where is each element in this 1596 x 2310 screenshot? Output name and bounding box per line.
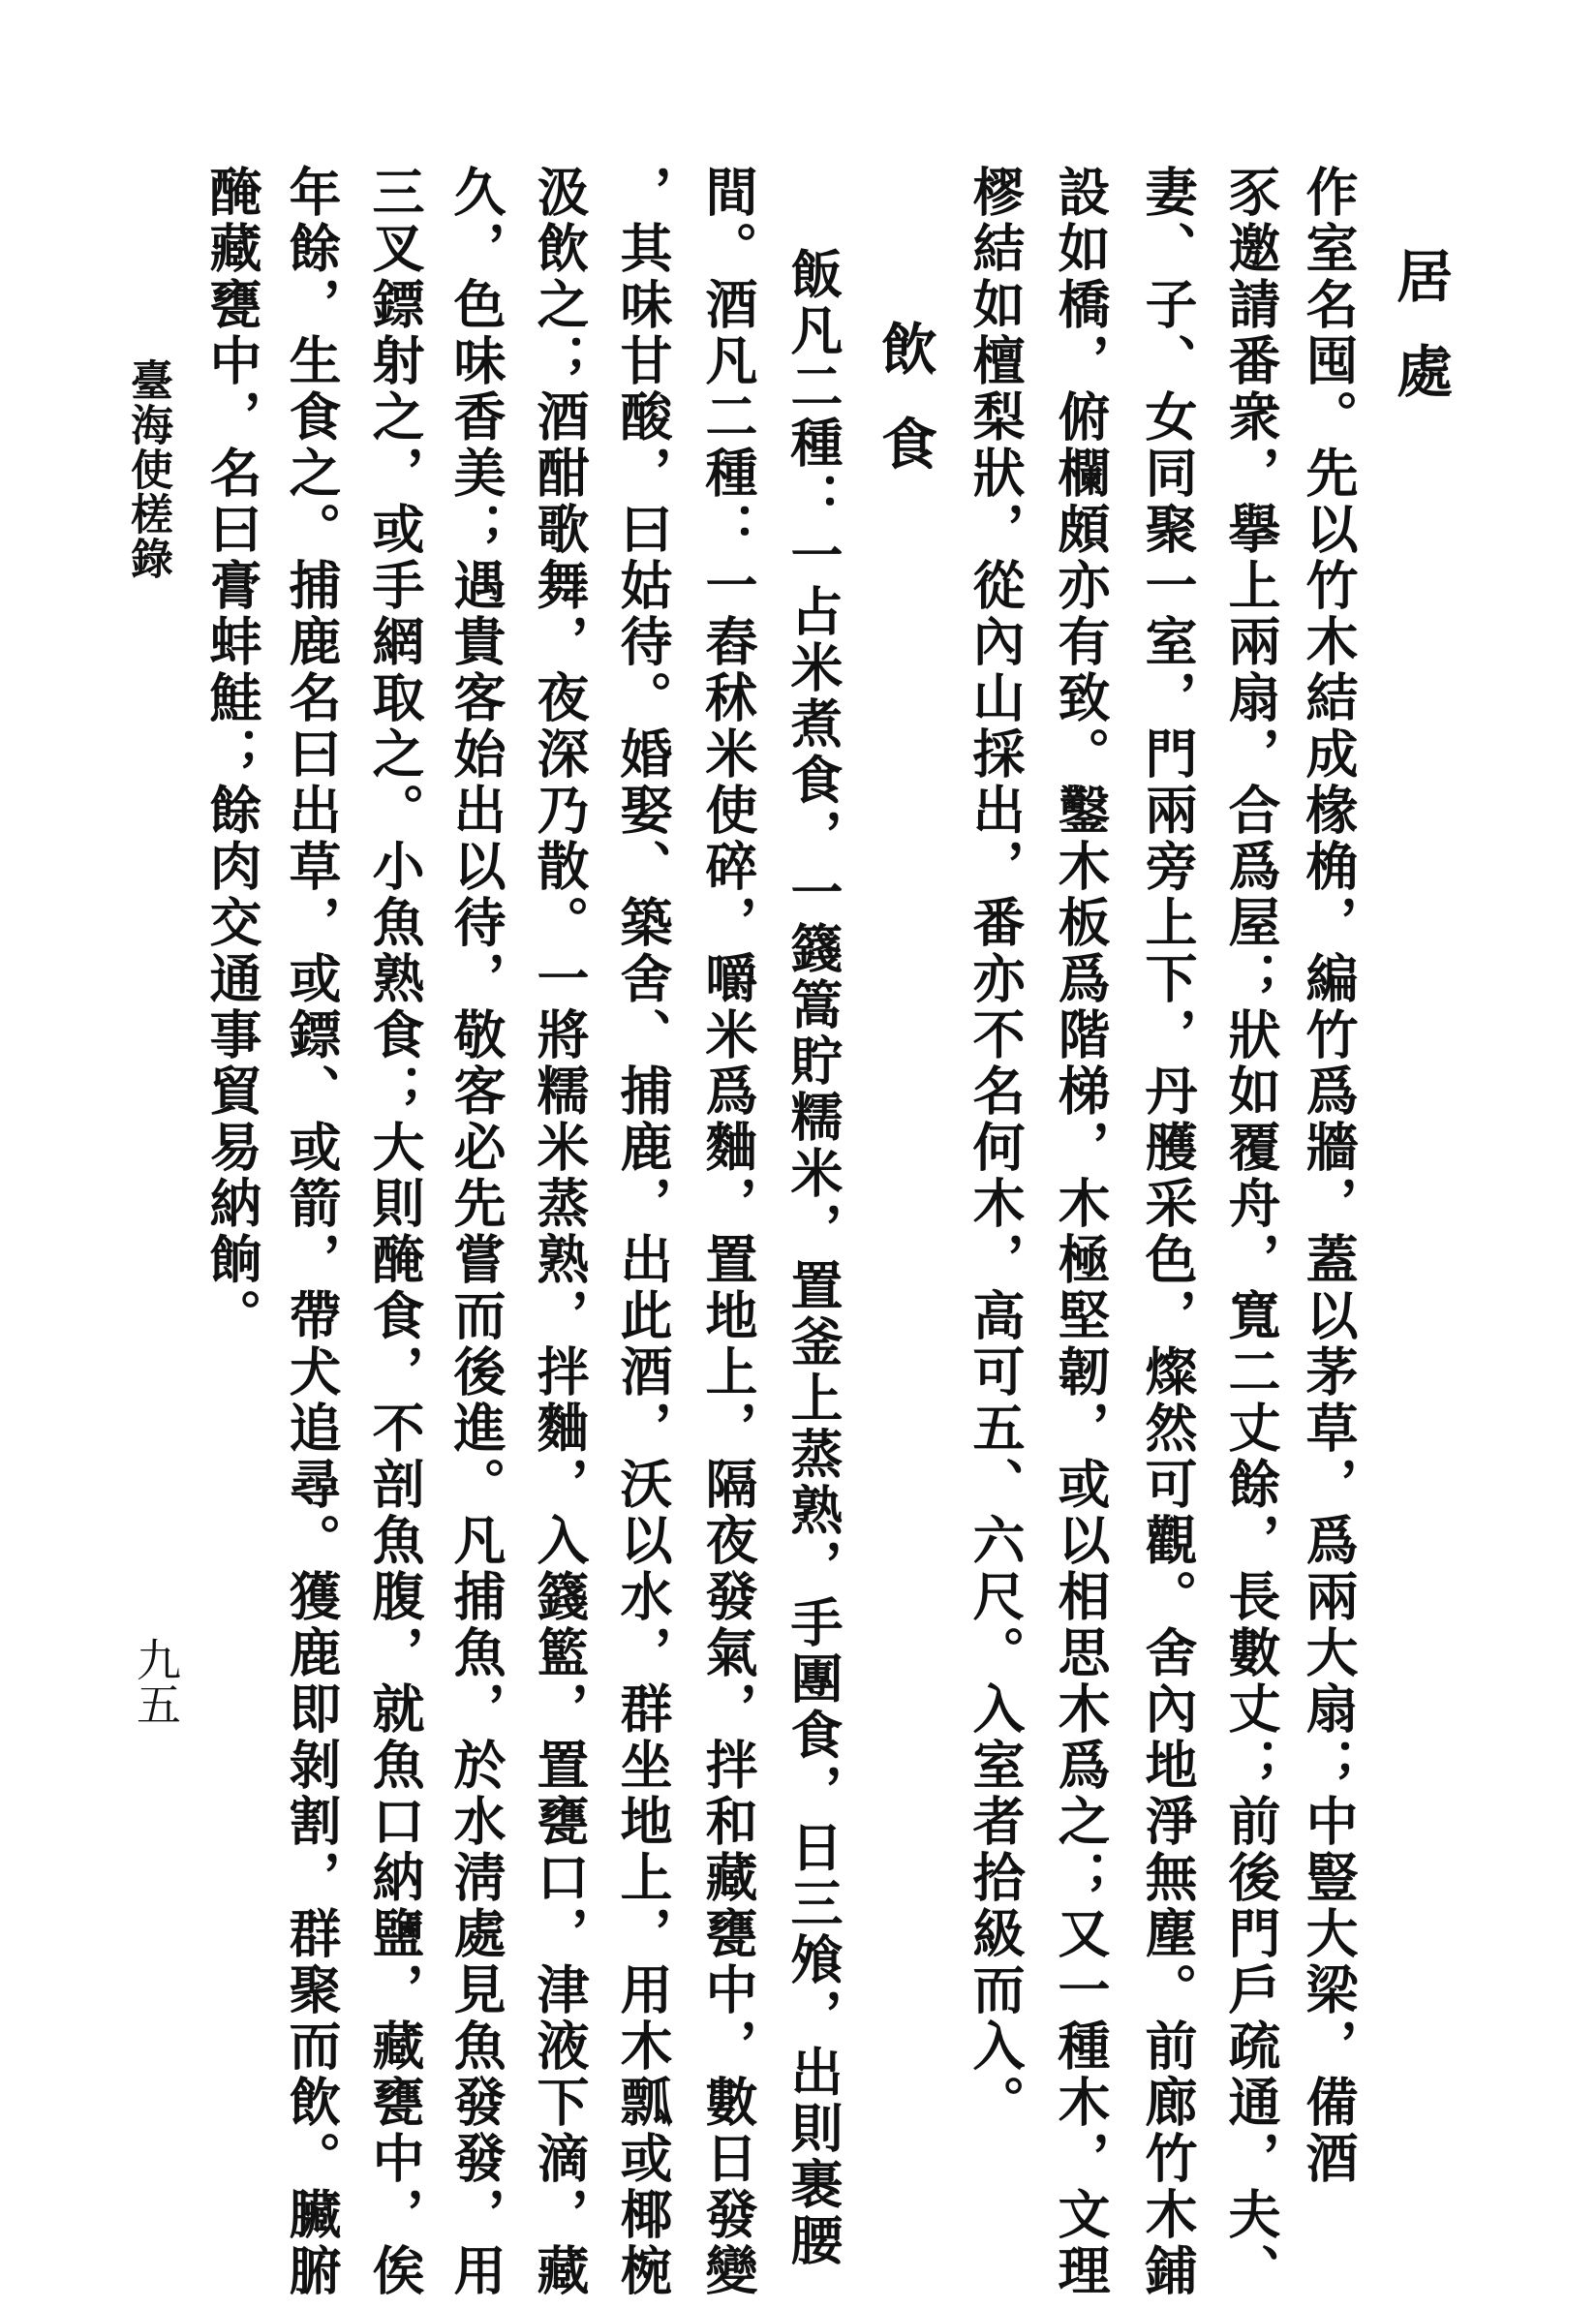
food-line-4: 汲飲之；酒酣歌舞，夜深乃散。一將糯米蒸熟，拌麯，入籛籃，置甕口，津液下滴，藏 <box>529 165 591 2299</box>
residence-line-1: 作室名囤。先以竹木結成椽桷，編竹爲牆，蓋以茅草，爲兩大扇；中豎大梁，備酒 <box>1298 165 1360 2187</box>
food-line-8: 醃藏甕中，名曰膏蚌鮭；餘肉交通事貿易納餉。 <box>201 165 263 1344</box>
section-heading-residence: 居處 <box>1387 247 1453 437</box>
running-title: 臺海使槎錄 <box>123 358 172 581</box>
residence-line-2: 豕邀請番衆，擧上兩扇，合爲屋；狀如覆舟，寬二丈餘，長數丈；前後門戶疏通，夫、 <box>1220 165 1282 2299</box>
food-line-6: 三叉鏢射之，或手網取之。小魚熟食；大則醃食，不剖魚腹，就魚口納鹽，藏甕中，俟 <box>364 165 426 2299</box>
food-line-5: 久，色味香美；遇貴客始出以待，敬客必先嘗而後進。凡捕魚，於水淸處見魚發發，用 <box>445 165 507 2299</box>
residence-line-4: 設如橋，俯欄頗亦有致。鑿木板爲階梯，木極堅韌，或以相思木爲之；又一種木，文理 <box>1050 165 1112 2299</box>
section-heading-food: 飲食 <box>872 320 937 509</box>
page-number: 九五 <box>130 1637 182 1726</box>
food-line-3: ，其味甘酸，曰姑待。婚娶、築舍、捕鹿，出此酒，沃以水，群坐地上，用木瓢或椰椀 <box>612 165 674 2299</box>
residence-line-5: 樛結如檀梨狀，從內山採出，番亦不名何木，高可五、六尺。入室者拾級而入。 <box>965 165 1027 2131</box>
food-line-1: 飯凡二種：一占米煮食，一籛篙貯糯米，置釜上蒸熟，手團食，日三飧，出則裹腰 <box>783 247 844 2269</box>
residence-line-3: 妻、子、女同聚一室，門兩旁上下，丹雘采色，燦然可觀。舍內地淨無塵。前廊竹木鋪 <box>1137 165 1199 2299</box>
food-line-7: 年餘，生食之。捕鹿名曰出草，或鏢、或箭，帶犬追尋。獲鹿即剝割，群聚而飲。臟腑 <box>281 165 343 2299</box>
food-line-2: 間。酒凡二種：一舂秫米使碎，嚼米爲麯，置地上，隔夜發氣，拌和藏甕中，數日發變 <box>697 165 759 2299</box>
